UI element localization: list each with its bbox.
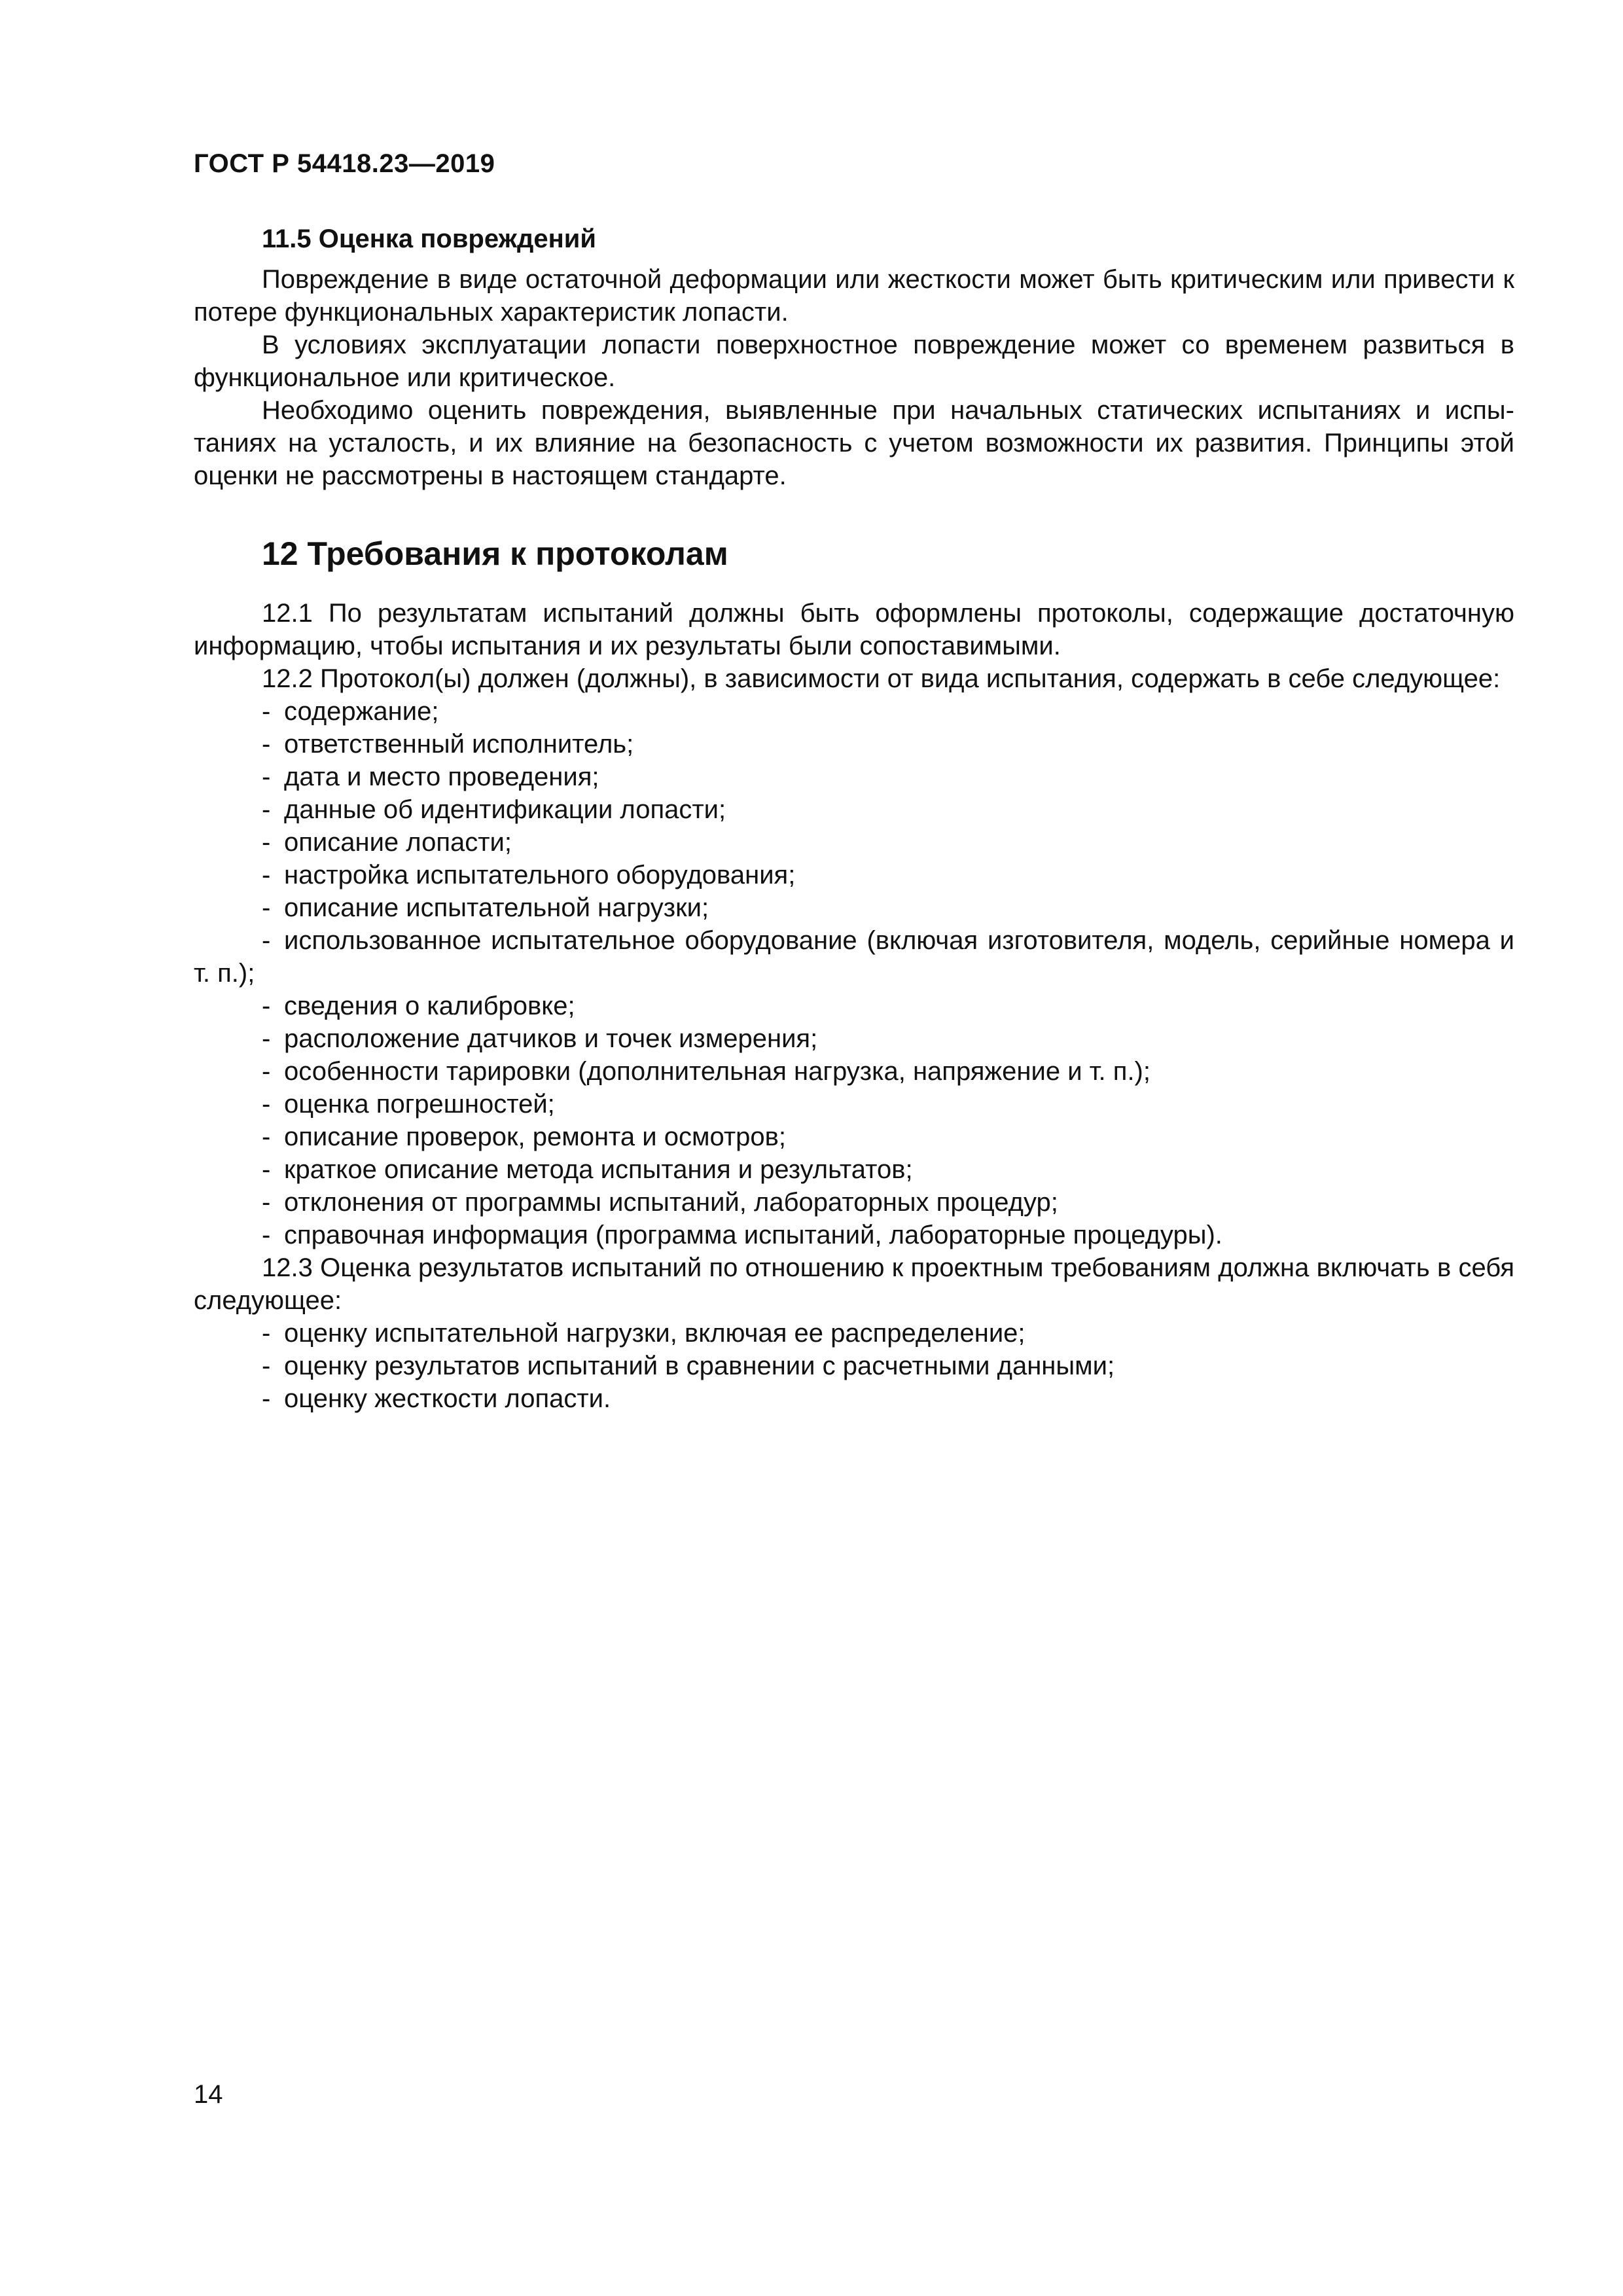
list-item [194, 793, 1514, 826]
list-item-text: особенности тарировки (дополнительная нагрузка, напряжение и т. п.); [284, 1057, 1150, 1086]
list-item-text: использованное испытательное оборудование (включая изготовителя, модель, серийные номера и т. п.); [194, 926, 1514, 988]
list-item [194, 1186, 1514, 1219]
list-12-2 [194, 695, 1514, 1251]
list-item [194, 1153, 1514, 1186]
dash-marker: - [262, 795, 271, 824]
paragraph-11-5-1: Повреждение в виде остаточной деформации или жесткости может быть критическим или привести к потере функциональных характеристик лопасти. [194, 265, 1514, 327]
paragraph-12-2: 12.2 Протокол(ы) должен (должны), в зависимости от вида испытания, содержать в себе следующее: [262, 664, 1501, 693]
dash-marker: - [262, 1221, 271, 1249]
list-item [194, 695, 1514, 728]
list-item [194, 859, 1514, 891]
dash-marker: - [262, 1352, 271, 1380]
list-item [194, 1350, 1514, 1382]
list-item-text: сведения о калибровке; [284, 992, 575, 1020]
list-item-text: описание лопасти; [284, 828, 512, 857]
dash-marker: - [262, 1122, 271, 1151]
paragraph-12-3: 12.3 Оценка результатов испытаний по отношению к проектным требованиям должна включать в себя следующее: [194, 1253, 1514, 1315]
section-12-title: 12 Требования к протоколам [262, 535, 728, 572]
list-item [194, 1055, 1514, 1088]
list-item [194, 891, 1514, 924]
list-12-3 [194, 1317, 1514, 1415]
list-item-text: ответственный исполнитель; [284, 730, 634, 759]
paragraph-11-5-3: Необходимо оценить повреждения, выявленные при начальных статических испытаниях и испытаниях на усталость, и их влияние на безопасность с учетом возможности их развития. Принципы этой оценки не рассмотрены в настоящем стандарте. [194, 396, 1514, 490]
dash-marker: - [262, 1319, 271, 1348]
list-item [194, 728, 1514, 761]
list-item-text: оценку испытательной нагрузки, включая ее распределение; [284, 1319, 1026, 1348]
dash-marker: - [262, 697, 271, 726]
standard-id-header: ГОСТ Р 54418.23—2019 [194, 149, 495, 178]
page-number: 14 [194, 2080, 223, 2109]
list-item [194, 1219, 1514, 1251]
list-item-text: дата и место проведения; [284, 762, 599, 791]
list-item-text: описание испытательной нагрузки; [284, 893, 709, 922]
list-item [194, 761, 1514, 793]
list-item [194, 1317, 1514, 1350]
list-item [194, 1382, 1514, 1415]
paragraph-12-1: 12.1 По результатам испытаний должны быть оформлены протоколы, содержащие достаточную информацию, чтобы испытания и их результаты были сопоставимыми. [194, 599, 1514, 660]
list-item-text: настройка испытательного оборудования; [284, 861, 796, 889]
list-item-text: оценку жесткости лопасти. [284, 1384, 611, 1413]
dash-marker: - [262, 828, 271, 857]
list-item-text: описание проверок, ремонта и осмотров; [284, 1122, 787, 1151]
dash-marker: - [262, 762, 271, 791]
list-item-text: оценка погрешностей; [284, 1090, 555, 1119]
list-item [194, 1088, 1514, 1121]
dash-marker: - [262, 730, 271, 759]
dash-marker: - [262, 1057, 271, 1086]
dash-marker: - [262, 1090, 271, 1119]
list-item [194, 1022, 1514, 1055]
list-item-text: отклонения от программы испытаний, лабораторных процедур; [284, 1188, 1058, 1217]
dash-marker: - [262, 1155, 271, 1184]
page-content [194, 223, 1514, 1415]
list-item [194, 826, 1514, 859]
dash-marker: - [262, 1384, 271, 1413]
list-item-text: справочная информация (программа испытаний, лабораторные процедуры). [284, 1221, 1222, 1249]
dash-marker: - [262, 1188, 271, 1217]
list-item [194, 924, 1514, 990]
subsection-11-5-title: 11.5 Оценка повреждений [262, 224, 596, 253]
list-item-text: оценку результатов испытаний в сравнении с расчетными данными; [284, 1352, 1115, 1380]
paragraph-11-5-2: В условиях эксплуатации лопасти поверхностное повреждение может со временем развиться в функциональное или критическое. [194, 331, 1514, 392]
list-item-text: данные об идентификации лопасти; [284, 795, 726, 824]
dash-marker: - [262, 861, 271, 889]
dash-marker: - [262, 1024, 271, 1053]
dash-marker: - [262, 893, 271, 922]
dash-marker: - [262, 926, 271, 955]
list-item-text: содержание; [284, 697, 439, 726]
list-item-text: краткое описание метода испытания и результатов; [284, 1155, 913, 1184]
list-item [194, 990, 1514, 1022]
list-item [194, 1121, 1514, 1153]
list-item-text: расположение датчиков и точек измерения; [284, 1024, 818, 1053]
dash-marker: - [262, 992, 271, 1020]
